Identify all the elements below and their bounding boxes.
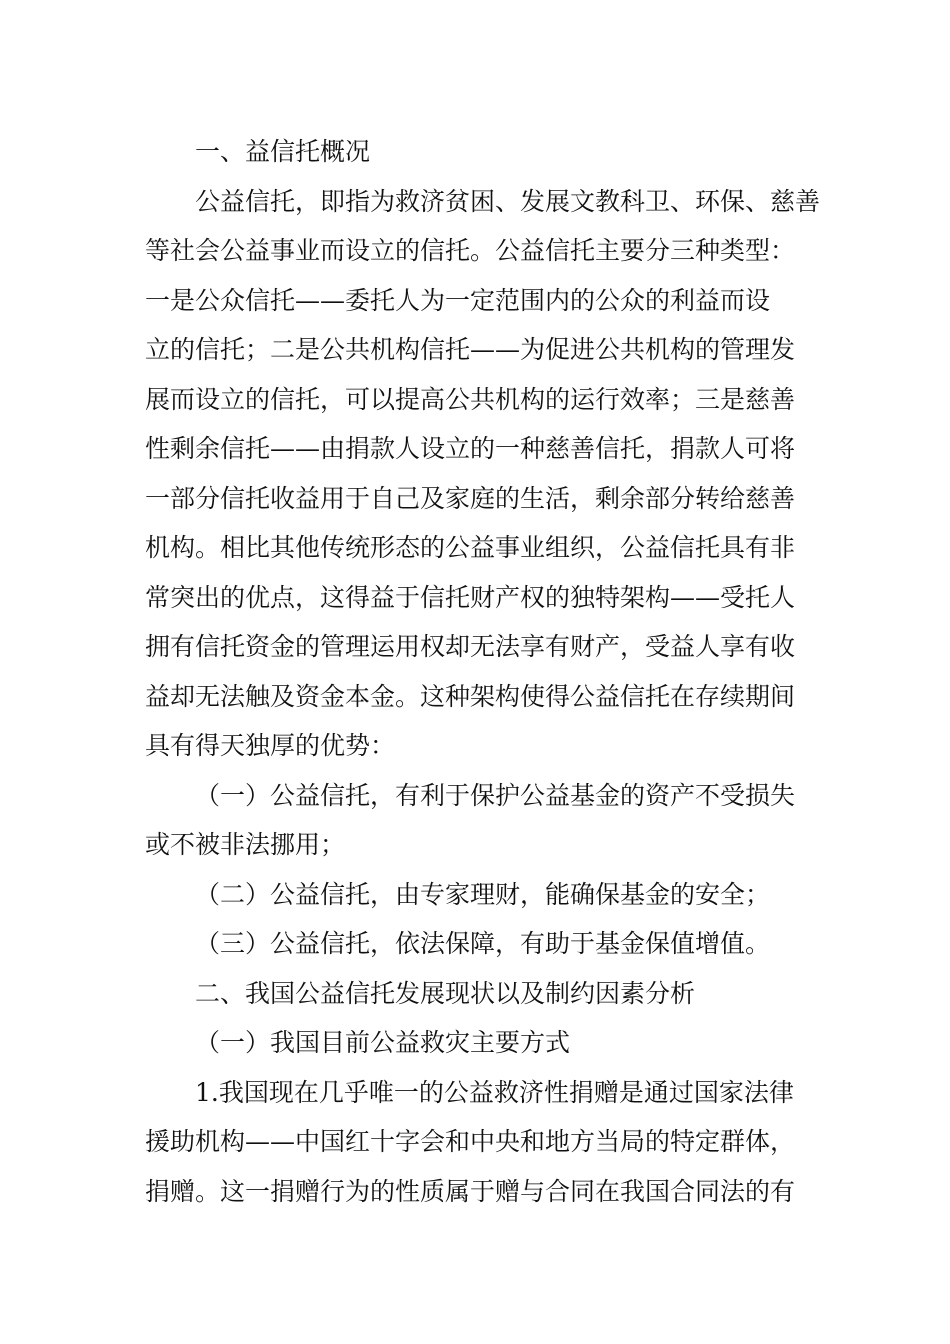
paragraph-line: 一是公众信托——委托人为一定范围内的公众的利益而设: [145, 285, 771, 315]
paragraph-line: 常突出的优点，这得益于信托财产权的独特架构——受托人: [145, 582, 796, 612]
list-item-line: （一）公益信托，有利于保护公益基金的资产不受损失: [195, 780, 796, 810]
section-heading: 一、益信托概况: [195, 137, 371, 166]
paragraph-line: 具有得天独厚的优势：: [145, 731, 396, 760]
subsection-heading: （一）我国目前公益救灾主要方式: [195, 1028, 571, 1057]
paragraph-line: 立的信托；二是公共机构信托——为促进公共机构的管理发: [145, 335, 796, 364]
paragraph-line: 益却无法触及资金本金。这种架构使得公益信托在存续期间: [145, 681, 796, 711]
document-page: [145, 127, 821, 1216]
paragraph-line: 捐赠。这一捐赠行为的性质属于赠与合同在我国合同法的有: [145, 1176, 796, 1206]
paragraph-line: 展而设立的信托，可以提高公共机构的运行效率；三是慈善: [145, 384, 796, 414]
paragraph-line: 机构。相比其他传统形态的公益事业组织，公益信托具有非: [145, 533, 796, 562]
paragraph-line: 拥有信托资金的管理运用权却无法享有财产，受益人享有收: [145, 632, 796, 661]
paragraph-line: 公益信托，即指为救济贫困、发展文教科卫、环保、慈善: [195, 186, 821, 216]
list-item-line: （二）公益信托，由专家理财，能确保基金的安全；: [195, 879, 771, 909]
paragraph-line: 1.我国现在几乎唯一的公益救济性捐赠是通过国家法律: [195, 1077, 794, 1107]
list-item-line: 或不被非法挪用；: [145, 830, 346, 859]
paragraph-line: 等社会公益事业而设立的信托。公益信托主要分三种类型：: [145, 236, 796, 265]
section-heading: 二、我国公益信托发展现状以及制约因素分析: [195, 978, 696, 1008]
paragraph-line: 援助机构——中国红十字会和中央和地方当局的特定群体，: [145, 1127, 796, 1156]
paragraph-line: 性剩余信托——由捐款人设立的一种慈善信托，捐款人可将: [145, 434, 796, 463]
paragraph-line: 一部分信托收益用于自己及家庭的生活，剩余部分转给慈善: [145, 483, 796, 513]
list-item-line: （三）公益信托，依法保障，有助于基金保值增值。: [195, 929, 771, 958]
